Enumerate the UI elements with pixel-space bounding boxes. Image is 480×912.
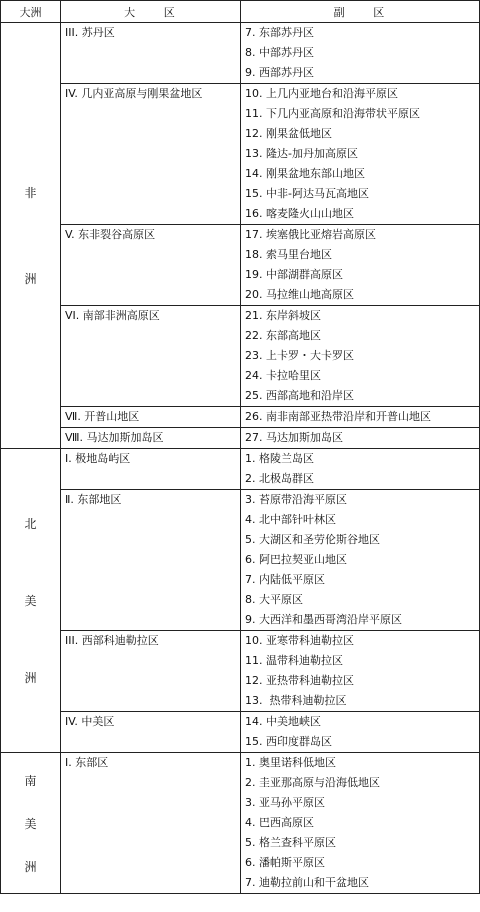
sub-region-item: 3. 亚马孙平原区 xyxy=(245,796,325,809)
major-region-label: V. 东非裂谷高原区 xyxy=(65,228,156,241)
continent-char: 洲 xyxy=(24,272,37,286)
sub-region-item: 9. 大西洋和墨西哥湾沿岸平原区 xyxy=(245,613,402,626)
major-region-label: III. 西部科迪勒拉区 xyxy=(65,634,159,647)
sub-region-item: 7. 东部苏丹区 xyxy=(245,26,314,39)
continent-cell-north-america xyxy=(1,449,61,753)
sub-region-cell xyxy=(241,449,480,490)
sub-region-cell xyxy=(241,631,480,712)
header-row xyxy=(1,1,480,23)
sub-region-item: 4. 巴西高原区 xyxy=(245,816,314,829)
table-row xyxy=(1,407,480,428)
sub-region-item: 2. 圭亚那高原与沿海低地区 xyxy=(245,776,380,789)
table-row xyxy=(1,225,480,306)
major-region-label: VI. 南部非洲高原区 xyxy=(65,309,160,322)
sub-region-cell xyxy=(241,753,480,894)
sub-region-item: 26. 南非南部亚热带沿岸和开普山地区 xyxy=(245,410,431,423)
sub-region-item: 3. 苔原带沿海平原区 xyxy=(245,493,347,506)
sub-region-item: 19. 中部湖群高原区 xyxy=(245,268,343,281)
table-row xyxy=(1,490,480,631)
sub-region-item: 16. 喀麦隆火山山地区 xyxy=(245,207,354,220)
sub-region-item: 12. 亚热带科迪勒拉区 xyxy=(245,674,354,687)
major-region-cell xyxy=(61,225,241,306)
major-region-cell xyxy=(61,449,241,490)
major-region-label: Ⅶ. 开普山地区 xyxy=(65,410,140,423)
sub-region-item: 2. 北极岛群区 xyxy=(245,472,314,485)
sub-region-item: 6. 潘帕斯平原区 xyxy=(245,856,325,869)
sub-region-item: 18. 索马里台地区 xyxy=(245,248,332,261)
major-region-cell xyxy=(61,428,241,449)
major-region-label: IV. 几内亚高原与刚果盆地区 xyxy=(65,87,203,100)
sub-region-item: 10. 亚寒带科迪勒拉区 xyxy=(245,634,354,647)
sub-region-item: 8. 大平原区 xyxy=(245,593,303,606)
major-region-label: IV. 中美区 xyxy=(65,715,115,728)
sub-region-cell xyxy=(241,306,480,407)
sub-region-item: 13. 热带科迪勒拉区 xyxy=(245,694,347,707)
continent-char: 洲 xyxy=(24,671,37,685)
table-row xyxy=(1,84,480,225)
table-row xyxy=(1,631,480,712)
major-region-cell xyxy=(61,84,241,225)
sub-region-item: 27. 马达加斯加岛区 xyxy=(245,431,343,444)
table-row xyxy=(1,306,480,407)
sub-region-item: 22. 东部高地区 xyxy=(245,329,321,342)
table-row xyxy=(1,23,480,84)
sub-region-item: 12. 刚果盆低地区 xyxy=(245,127,332,140)
major-region-cell xyxy=(61,753,241,894)
sub-region-item: 5. 格兰查科平原区 xyxy=(245,836,336,849)
sub-region-cell xyxy=(241,407,480,428)
header-continent: 大洲 xyxy=(1,1,61,23)
sub-region-item: 5. 大湖区和圣劳伦斯谷地区 xyxy=(245,533,380,546)
sub-region-item: 11. 温带科迪勒拉区 xyxy=(245,654,343,667)
table-row xyxy=(1,449,480,490)
major-region-cell xyxy=(61,631,241,712)
table-row xyxy=(1,753,480,894)
continent-char: 非 xyxy=(24,186,37,200)
continent-char: 洲 xyxy=(24,859,37,874)
sub-region-cell xyxy=(241,712,480,753)
sub-region-item: 15. 中非-阿达马瓦高地区 xyxy=(245,187,369,200)
continent-cell-africa xyxy=(1,23,61,449)
sub-region-item: 7. 内陆低平原区 xyxy=(245,573,325,586)
header-major-region: 大 区 xyxy=(61,1,241,23)
sub-region-item: 14. 中美地峡区 xyxy=(245,715,321,728)
major-region-label: III. 苏丹区 xyxy=(65,26,115,39)
major-region-cell xyxy=(61,407,241,428)
continent-char: 美 xyxy=(24,594,37,608)
table-row xyxy=(1,428,480,449)
sub-region-item: 20. 马拉维山地高原区 xyxy=(245,288,354,301)
sub-region-item: 6. 阿巴拉契亚山地区 xyxy=(245,553,347,566)
header-sub-region: 副 区 xyxy=(241,1,480,23)
sub-region-item: 24. 卡拉哈里区 xyxy=(245,369,321,382)
sub-region-item: 9. 西部苏丹区 xyxy=(245,66,314,79)
sub-region-item: 21. 东岸斜坡区 xyxy=(245,309,321,322)
sub-region-item: 13. 隆达-加丹加高原区 xyxy=(245,147,358,160)
continent-char: 美 xyxy=(24,816,37,831)
continent-char: 北 xyxy=(24,517,37,531)
continent-char: 南 xyxy=(24,773,37,788)
major-region-cell xyxy=(61,23,241,84)
sub-region-item: 11. 下几内亚高原和沿海带状平原区 xyxy=(245,107,420,120)
sub-region-item: 15. 西印度群岛区 xyxy=(245,735,332,748)
major-region-cell xyxy=(61,306,241,407)
sub-region-item: 25. 西部高地和沿岸区 xyxy=(245,389,354,402)
major-region-cell xyxy=(61,490,241,631)
sub-region-item: 17. 埃塞俄比亚熔岩高原区 xyxy=(245,228,376,241)
sub-region-item: 23. 上卡罗・大卡罗区 xyxy=(245,349,354,362)
sub-region-cell xyxy=(241,84,480,225)
continent-cell-south-america xyxy=(1,753,61,894)
table-row xyxy=(1,712,480,753)
sub-region-cell xyxy=(241,23,480,84)
major-region-label: Ⅷ. 马达加斯加岛区 xyxy=(65,431,164,444)
sub-region-item: 14. 刚果盆地东部山地区 xyxy=(245,167,365,180)
sub-region-item: 1. 格陵兰岛区 xyxy=(245,452,314,465)
sub-region-cell xyxy=(241,428,480,449)
major-region-label: Ⅱ. 东部地区 xyxy=(65,493,122,506)
sub-region-cell xyxy=(241,490,480,631)
major-region-cell xyxy=(61,712,241,753)
sub-region-item: 4. 北中部针叶林区 xyxy=(245,513,336,526)
sub-region-item: 7. 迪勒拉前山和干盆地区 xyxy=(245,876,369,889)
sub-region-item: 8. 中部苏丹区 xyxy=(245,46,314,59)
major-region-label: Ⅰ. 极地岛屿区 xyxy=(65,452,131,465)
sub-region-cell xyxy=(241,225,480,306)
sub-region-item: 10. 上几内亚地台和沿海平原区 xyxy=(245,87,398,100)
major-region-label: Ⅰ. 东部区 xyxy=(65,756,109,769)
sub-region-item: 1. 奥里诺科低地区 xyxy=(245,756,336,769)
